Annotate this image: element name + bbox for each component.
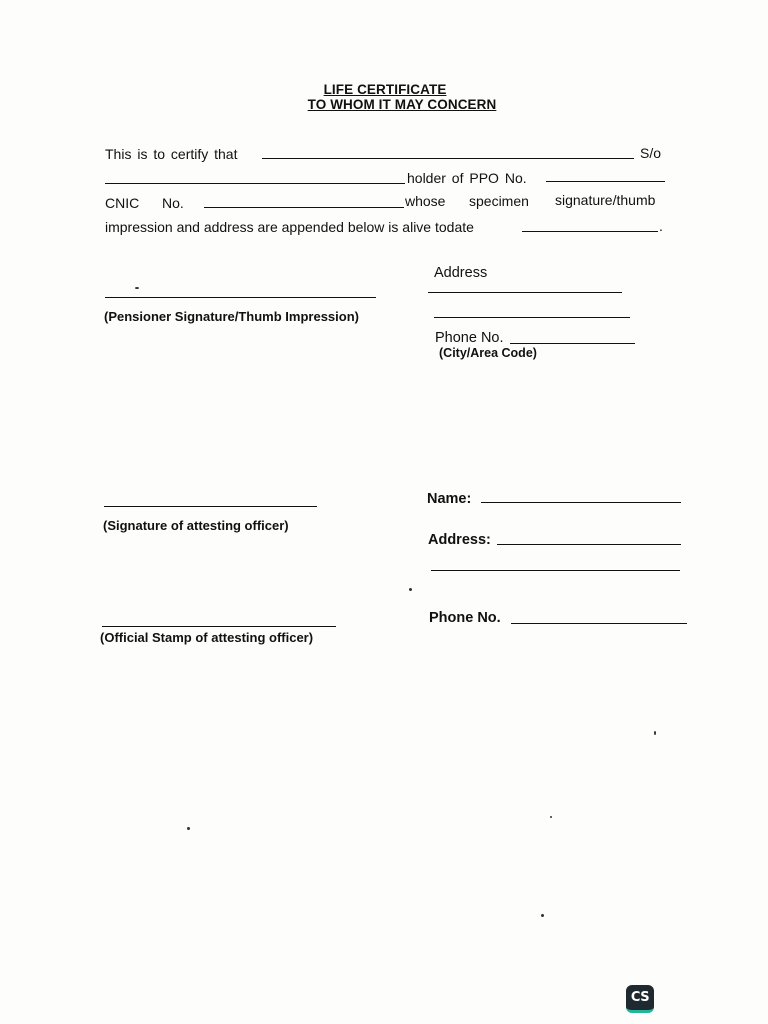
officer-address-line-2[interactable]: [431, 570, 680, 571]
officer-name-line[interactable]: [481, 502, 681, 503]
officer-address-line-1[interactable]: [497, 544, 681, 545]
attesting-signature-caption: (Signature of attesting officer): [103, 518, 289, 533]
officer-phone-label: Phone No.: [429, 610, 501, 626]
cs-logo-text: CS: [630, 990, 650, 1005]
stray-mark: [541, 914, 544, 917]
officer-address-label: Address:: [428, 532, 491, 548]
cnic-number-line[interactable]: [204, 207, 404, 208]
attesting-signature-line[interactable]: [104, 506, 317, 507]
holder-ppo-label: holder of PPO No.: [407, 170, 527, 186]
period-mark: .: [659, 218, 663, 234]
stray-mark: [550, 816, 552, 818]
pensioner-signature-caption: (Pensioner Signature/Thumb Impression): [104, 309, 359, 324]
cs-logo-icon: [626, 985, 654, 1013]
stray-mark: [409, 588, 412, 591]
cnic-label: CNIC: [105, 195, 140, 211]
so-label: S/o: [640, 145, 662, 161]
title-line-1: LIFE CERTIFICATE: [323, 82, 447, 97]
pensioner-address-line-1[interactable]: [428, 292, 622, 293]
cnic-no-label: No.: [162, 195, 184, 211]
stray-mark: [654, 731, 656, 735]
pensioner-name-line[interactable]: [262, 158, 634, 159]
pensioner-address-label: Address: [434, 265, 488, 281]
specimen-label: specimen: [469, 193, 529, 209]
official-stamp-line[interactable]: [102, 626, 336, 627]
whose-label: whose: [405, 193, 446, 209]
officer-name-label: Name:: [427, 491, 472, 507]
father-name-line[interactable]: [105, 183, 405, 184]
certify-prefix: This is to certify that: [105, 146, 238, 162]
officer-phone-line[interactable]: [511, 623, 687, 624]
official-stamp-caption: (Official Stamp of attesting officer): [100, 630, 314, 645]
ppo-number-line[interactable]: [546, 181, 665, 182]
pensioner-address-line-2[interactable]: [434, 317, 630, 318]
stray-mark: [187, 827, 190, 830]
area-code-caption: (City/Area Code): [439, 346, 537, 360]
signature-thumb-label: signature/thumb: [555, 192, 656, 208]
pensioner-phone-line[interactable]: [510, 343, 635, 344]
date-line[interactable]: [522, 231, 658, 232]
impression-text: impression and address are appended below is alive todate: [105, 219, 474, 235]
title-line-2: TO WHOM IT MAY CONCERN: [307, 97, 497, 112]
pensioner-signature-line[interactable]: [105, 297, 376, 298]
pensioner-phone-label: Phone No.: [435, 330, 504, 346]
stray-mark: [135, 287, 139, 289]
